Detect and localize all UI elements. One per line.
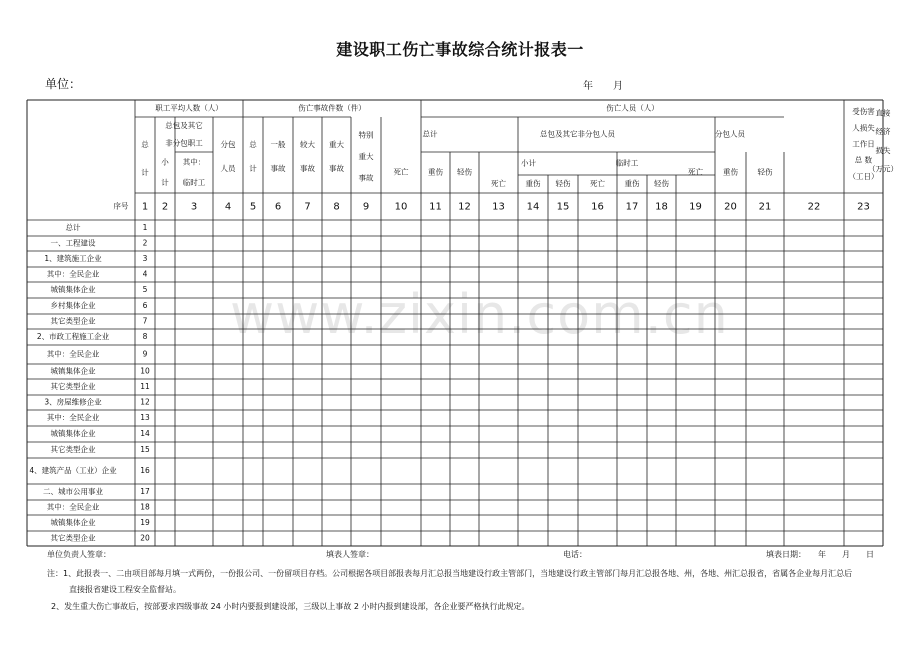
header-staff-temp: 其中： [182,157,206,167]
header-affected-loss: （工日） [848,171,879,181]
header-acc-major: 重大 [329,140,344,149]
row-number: 10 [140,366,150,376]
column-number: 9 [362,201,370,213]
column-number: 6 [274,201,282,213]
row-label: 城镇集体企业 [50,366,96,376]
row-label: 城镇集体企业 [50,429,96,438]
header-cas-total: 总计 [422,129,438,139]
header-staff-total: 计 [141,168,149,177]
header-acc-special: 重大 [358,152,374,161]
note-2: 2、发生重大伤亡事故后，按部要求四级事故 24 小时内要报到建设部，三级以上事故 2 小时内报到建设部，各企业要严格执行此规定。 [51,602,530,611]
row-number: 5 [142,285,148,294]
header-affected-loss: 人损失 [852,123,875,133]
row-number: 11 [140,382,150,391]
header-cas-temp: 临时工 [615,158,639,168]
footer-date: 填表日期： 年 月 日 [766,550,874,559]
row-label: 其中：全民企业 [46,413,100,422]
column-number: 8 [333,201,340,213]
header-acc-special: 事故 [358,173,374,183]
column-number: 3 [190,201,198,213]
row-label: 二、城市公用事业 [43,487,103,496]
row-label: 其它类型企业 [50,382,96,391]
row-number: 9 [142,349,148,359]
row-label: 2、市政工程施工企业 [36,332,110,341]
header-staff-temp: 临时工 [182,177,206,187]
header-staff-subtotal: 计 [161,177,169,187]
header-cas-cell: 重伤 [525,179,541,188]
row-number: 16 [140,466,150,475]
header-staff-general: 总包及其它 [165,120,203,130]
header-direct-loss: 直接 [875,108,891,118]
header-staff-sub: 分包 [220,140,236,149]
column-number: 11 [429,201,442,213]
header-cas-general: 总包及其它非分包人员 [540,129,615,139]
watermark: www.zixin.com.cn [230,283,729,346]
header-cas-subtotal: 小计 [521,158,536,168]
column-number: 2 [161,201,169,213]
column-number: 19 [689,201,702,213]
row-number: 3 [142,254,148,263]
header-staff-sub: 人员 [220,164,236,173]
header-cas-cell: 重伤 [428,167,443,177]
header-direct-loss: 经济 [875,127,891,137]
header-cas-cell: 重伤 [624,179,640,188]
header-cas-cell: 轻伤 [457,167,472,177]
header-acc-special: 特别 [358,130,374,140]
footer-unit-head: 单位负责人签章： [47,550,111,559]
header-cas-cell: 轻伤 [757,167,773,177]
row-label: 其中：全民企业 [46,502,100,512]
footer-phone: 电话： [563,550,587,559]
header-cas-cell: 轻伤 [654,179,669,188]
row-label: 其中：全民企业 [46,269,100,279]
column-number: 20 [724,201,737,213]
header-acc-total: 计 [249,164,257,173]
footer-filler: 填表人签章： [326,550,374,559]
column-number: 4 [224,201,232,213]
header-direct-loss: （万元） [868,164,898,174]
header-casualty-group: 伤亡人员（人） [606,103,659,113]
note-1: 注：1、此报表一、二由项目部每月填一式两份，一份报公司、一份留项目存档。公司根据各项目部报表每月汇总报当地建设行政主管部门，当地建设行政主管部门每月汇总报各地、州，各地、州汇总报省，省属各企业每月汇总后 [47,569,853,578]
row-number: 2 [142,238,148,248]
header-acc-major: 事故 [329,164,344,173]
header-affected-loss: 总 数 [854,155,873,165]
column-number: 12 [458,201,471,213]
row-label: 其它类型企业 [50,533,96,543]
page-title: 建设职工伤亡事故综合统计报表一 [336,40,584,59]
row-number: 19 [140,518,150,527]
header-cas-sub: 分包人员 [715,129,745,139]
year-month-label: 年 月 [583,81,623,92]
row-label: 其中：全民企业 [46,349,100,359]
row-number: 15 [140,445,150,454]
row-number: 7 [142,316,148,326]
column-number: 17 [625,201,639,213]
header-accident-group: 伤亡事故件数（件） [298,103,366,113]
header-cas-cell: 死亡 [688,167,703,177]
row-number: 12 [140,397,150,407]
column-number: 5 [249,201,257,213]
column-number: 1 [141,201,149,213]
header-cas-cell: 死亡 [393,167,409,177]
row-label: 总计 [65,223,81,232]
row-label: 4、建筑产品（工业）企业 [29,466,117,475]
row-number: 13 [140,413,150,422]
row-label: 一、工程建设 [50,238,96,248]
row-number: 17 [140,487,150,496]
header-staff-total: 总 [141,140,149,149]
header-acc-general: 一般 [270,140,286,149]
column-number: 7 [304,201,311,213]
row-label: 3、房屋维修企业 [44,397,102,407]
note-1-cont: 直接报省建设工程安全监督站。 [69,585,181,594]
header-cas-cell: 死亡 [590,179,605,188]
row-number: 8 [142,332,148,341]
row-label: 乡村集体企业 [50,301,96,310]
column-number: 15 [556,201,570,213]
header-acc-total: 总 [249,140,257,149]
row-number: 6 [142,301,148,310]
row-number: 1 [142,223,148,232]
header-direct-loss: 损失 [875,145,891,155]
header-cas-cell: 轻伤 [555,179,571,188]
row-label: 城镇集体企业 [50,518,96,527]
header-acc-larger: 较大 [300,140,315,149]
row-number: 4 [142,269,148,279]
row-number: 14 [140,429,150,438]
column-number: 16 [591,201,604,213]
header-seq-label: 序号 [113,201,129,211]
header-affected-loss: 工作日 [852,139,875,149]
header-affected-loss: 受伤害 [852,107,875,117]
row-label: 1、建筑施工企业 [44,254,102,263]
header-staff-subtotal: 小 [161,157,169,167]
column-number: 22 [807,201,821,213]
column-number: 13 [492,201,505,213]
column-number: 14 [526,201,540,213]
row-label: 城镇集体企业 [50,285,96,294]
header-cas-cell: 死亡 [491,179,506,188]
unit-label: 单位： [45,77,82,91]
header-staff-general: 非分包职工 [165,138,203,148]
row-label: 其它类型企业 [50,316,96,326]
header-acc-general: 事故 [270,164,286,173]
header-acc-larger: 事故 [300,164,315,173]
row-number: 18 [140,502,150,512]
row-number: 20 [140,533,150,543]
row-label: 其它类型企业 [50,445,96,454]
column-number: 18 [655,201,668,213]
header-cas-cell: 重伤 [723,167,738,177]
column-number: 23 [857,201,870,213]
column-number: 10 [394,201,408,213]
column-number: 21 [758,201,772,213]
header-staff-group: 职工平均人数（人） [155,103,223,113]
